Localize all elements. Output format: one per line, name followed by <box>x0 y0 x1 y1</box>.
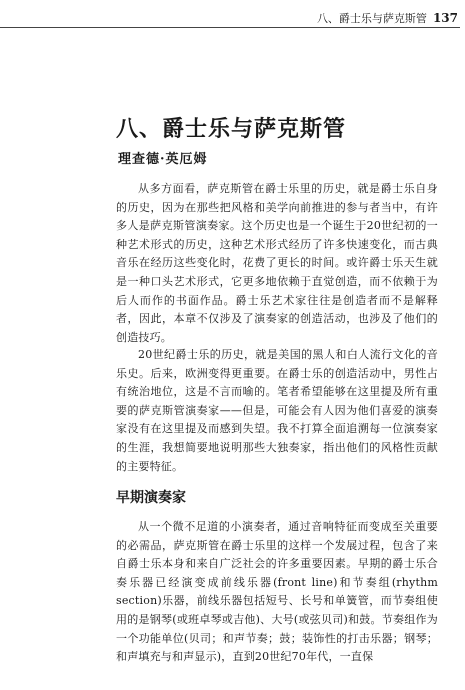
page-number: 137 <box>432 11 458 25</box>
running-head <box>300 10 458 26</box>
section-paragraph: 从一个微不足道的小演奏者，通过音响特征而变成至关重要的必需品，萨克斯管在爵士乐里的这样一个发展过程，包含了来自爵士乐本身和来自广泛社会的许多重要因素。早期的爵士乐合奏乐器已经演变成前线乐器(front line)和节奏组(rhythm section)乐器，前线乐器包括短号、长号和单簧管，而节奏组使用的是钢琴(或班卓琴或吉他)、大号(或弦贝司)和鼓。节奏组作为一个功能单位(贝司；和声节奏；鼓；装饰性的打击乐器；钢琴；和声填充与和声显示)，直到20世纪70年代，一直保 <box>116 520 438 664</box>
body-paragraph-1: 从多方面看，萨克斯管在爵士乐里的历史，就是爵士乐自身的历史，因为在那些把风格和美学向前推进的参与者当中，有许多人是萨克斯管演奏家。这个历史也是一个诞生于20世纪初的一种艺术形式的历史，这种艺术形式经历了许多快速变化，而古典音乐在经历这些变化时，花费了更长的时间。或许爵士乐天生就是一种口头艺术形式，它更多地依赖于直觉创造，而不依赖于为后人而作的书面作品。爵士乐艺术家往往是创造者而不是解释者，因此，本章不仅涉及了演奏家的创造活动，也涉及了他们的创造技巧。 <box>116 182 438 344</box>
chapter-author: 理查德·英厄姆 <box>118 152 208 167</box>
body-paragraph-2: 20世纪爵士乐的历史，就是美国的黑人和白人流行文化的音乐史。后来，欧洲变得更重要。在爵士乐的创造活动中，男性占有统治地位，这是不言而喻的。笔者希望能够在这里提及所有重要的萨克斯管演奏家——但是，可能会有人因为他们喜爱的演奏家没有在这里提及而感到失望。我不打算全面追溯每一位演奏家的生涯，我想简要地说明那些大独奏家，指出他们的风格性贡献的主要特征。 <box>116 348 438 473</box>
chapter-title: 八、爵士乐与萨克斯管 <box>116 117 347 142</box>
section-heading: 早期演奏家 <box>116 490 186 506</box>
header-rule <box>0 27 460 28</box>
running-head-title: 八、爵士乐与萨克斯管 <box>316 12 427 25</box>
